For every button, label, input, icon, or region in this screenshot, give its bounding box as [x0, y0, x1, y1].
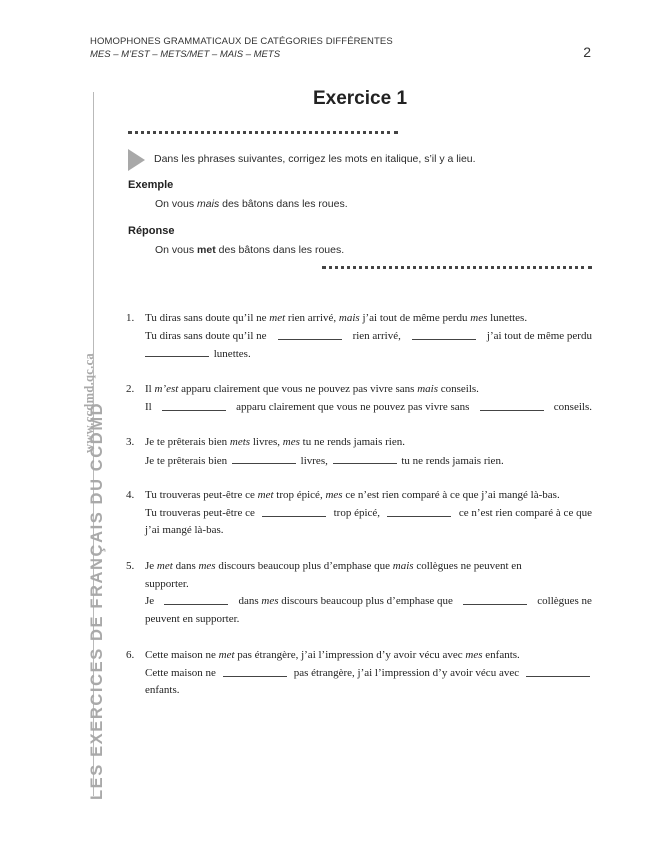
example-word: mais: [197, 198, 220, 210]
answer-text-before: On vous: [155, 244, 198, 256]
answer-blank[interactable]: [526, 665, 590, 677]
answer-blank[interactable]: [387, 505, 451, 517]
item-answer-line: Cette maison ne pas étrangère, j’ai l’impression d’y avoir vécu avec: [145, 665, 592, 683]
answer-label: Réponse: [128, 225, 175, 237]
item-number: 5.: [126, 560, 135, 572]
exercise-title: Exercice 1: [312, 88, 408, 109]
item-number: 6.: [126, 649, 135, 661]
answer-blank[interactable]: [333, 452, 397, 464]
item-number: 2.: [126, 383, 135, 395]
answer-blank[interactable]: [412, 328, 476, 340]
example-label: Exemple: [128, 179, 174, 191]
arrow-icon: [128, 149, 145, 171]
page-number: 2: [583, 44, 591, 60]
sidebar-url-text: www.ccdmd.qc.ca: [82, 353, 96, 453]
sidebar-title-text: LES EXERCICES DE FRANÇAIS DU CCDMD: [88, 401, 106, 800]
item-number: 4.: [126, 489, 135, 501]
dotted-separator-top: [128, 131, 398, 134]
answer-blank[interactable]: [162, 399, 226, 411]
example-text-before: On vous: [155, 198, 198, 210]
instruction-text: Dans les phrases suivantes, corrigez les mots en italique, s’il y a lieu.: [154, 153, 476, 165]
answer-blank[interactable]: [480, 399, 544, 411]
item-number: 1.: [126, 312, 135, 324]
item-question: Il m’est apparu clairement que vous ne pouvez pas vivre sans mais conseils.: [145, 383, 479, 395]
example-sentence: [155, 198, 348, 210]
item-answer-line: Tu diras sans doute qu’il ne rien arrivé, j’ai tout de même perdu: [145, 329, 592, 342]
item-answer-line: peuvent en supporter.: [145, 612, 240, 625]
answer-word: met: [197, 244, 216, 256]
item-answer-line: lunettes.: [145, 345, 592, 364]
item-question-cont: supporter.: [145, 577, 189, 590]
answer-blank[interactable]: [262, 505, 326, 517]
dotted-separator-bottom: [322, 266, 592, 269]
answer-blank[interactable]: [223, 665, 287, 677]
item-question: Tu diras sans doute qu’il ne met rien arrivé, mais j’ai tout de même perdu mes lunettes.: [145, 312, 528, 324]
item-question: Je met dans mes discours beaucoup plus d’emphase que mais collègues ne peuvent en: [145, 560, 522, 572]
item-answer-line: Il apparu clairement que vous ne pouvez pas vivre sans conseils.: [145, 400, 592, 413]
item-question: Tu trouveras peut-être ce met trop épicé, mes ce n’est rien comparé à ce que j’ai mangé là-bas.: [145, 489, 560, 501]
item-question: Je te prêterais bien mets livres, mes tu ne rends jamais rien.: [145, 436, 405, 448]
item-answer-line: j’ai mangé là-bas.: [145, 524, 224, 536]
item-number: 3.: [126, 436, 135, 448]
answer-text-after: des bâtons dans les roues.: [215, 244, 345, 256]
answer-blank[interactable]: [164, 593, 228, 605]
item-answer-line: Je dans mes discours beaucoup plus d’emphase que collègues ne: [145, 595, 592, 607]
answer-sentence: [155, 244, 344, 256]
answer-blank[interactable]: [278, 328, 342, 340]
answer-blank[interactable]: [145, 345, 209, 357]
section-subheader: MES – M’EST – METS/MET – MAIS – METS: [90, 49, 281, 60]
item-question: Cette maison ne met pas étrangère, j’ai l’impression d’y avoir vécu avec mes enfants.: [145, 649, 520, 661]
answer-blank[interactable]: [232, 452, 296, 464]
item-answer-line: Je te prêterais bien livres, tu ne rends jamais rien.: [145, 452, 592, 471]
item-answer-line: enfants.: [145, 684, 180, 696]
example-text-after: des bâtons dans les roues.: [219, 198, 348, 210]
section-header: HOMOPHONES GRAMMATICAUX DE CATÉGORIES DIFFÉRENTES: [90, 36, 393, 47]
answer-blank[interactable]: [463, 593, 527, 605]
item-answer-line: Tu trouveras peut-être ce trop épicé, ce n’est rien comparé à ce que: [145, 506, 592, 519]
